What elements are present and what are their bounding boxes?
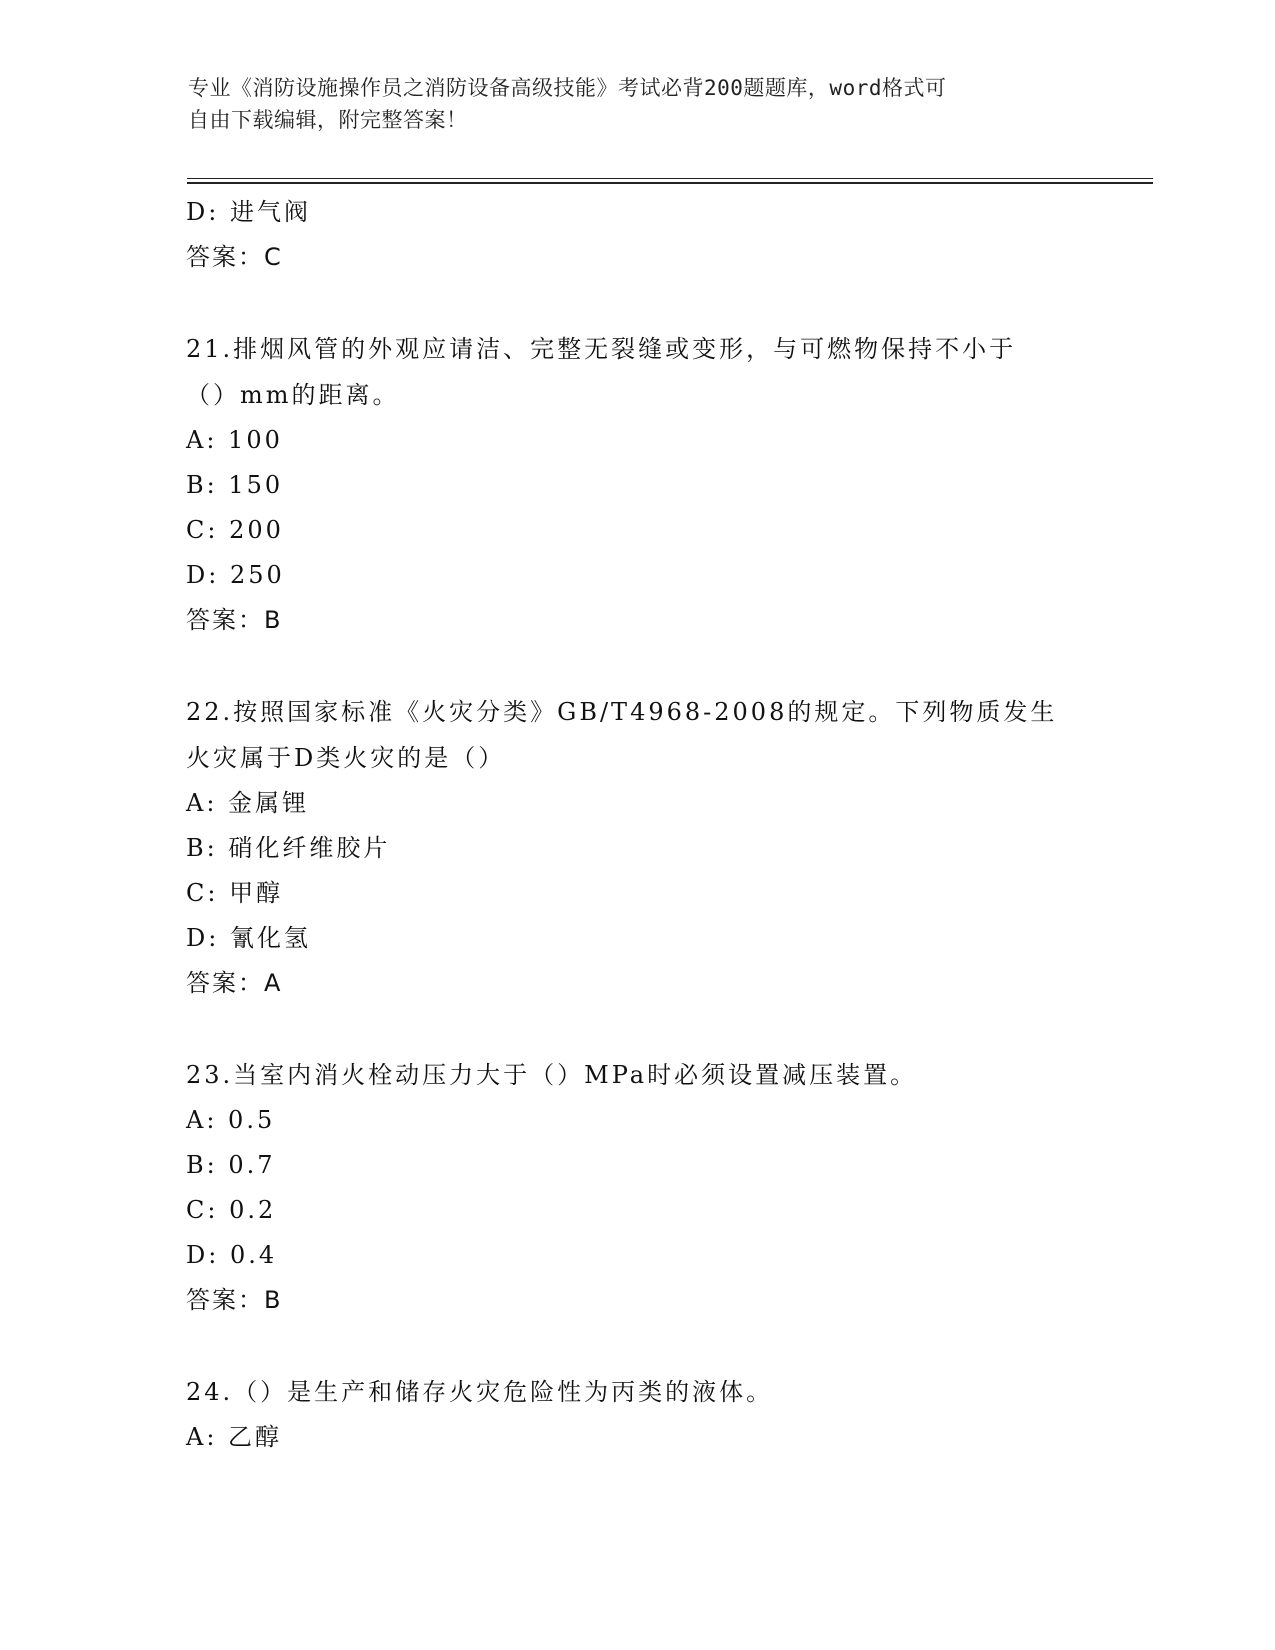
question-24-option-a: A: 乙醇 bbox=[186, 1423, 283, 1451]
question-23-option-c: C: 0.2 bbox=[186, 1196, 277, 1224]
question-22-answer: 答案：A bbox=[186, 969, 283, 997]
question-23-option-d: D: 0.4 bbox=[186, 1241, 278, 1269]
question-21-option-b: B: 150 bbox=[186, 471, 284, 499]
document-header bbox=[188, 72, 1088, 136]
header-rule-thin bbox=[187, 178, 1153, 179]
question-22-option-c: C: 甲醇 bbox=[186, 879, 284, 907]
question-23-stem-line-1: 23.当室内消火栓动压力大于（）MPa时必须设置减压装置。 bbox=[186, 1061, 918, 1089]
question-21-stem-line-1: 21.排烟风管的外观应请洁、完整无裂缝或变形，与可燃物保持不小于 bbox=[186, 335, 1017, 363]
question-21-option-a: A: 100 bbox=[186, 426, 283, 454]
question-21 bbox=[186, 326, 1086, 643]
question-22-stem-line-1: 22.按照国家标准《火灾分类》GB/T4968-2008的规定。下列物质发生 bbox=[186, 698, 1058, 726]
question-22-option-d: D: 氰化氢 bbox=[186, 924, 311, 952]
header-line-2: 自由下载编辑，附完整答案！ bbox=[188, 108, 468, 132]
header-rule-thick bbox=[187, 182, 1153, 184]
question-23-option-a: A: 0.5 bbox=[186, 1106, 276, 1134]
header-line-1: 专业《消防设施操作员之消防设备高级技能》考试必背200题题库，word格式可 bbox=[188, 76, 947, 100]
question-22-stem-line-2: 火灾属于D类火灾的是（） bbox=[186, 744, 506, 772]
question-22-option-a: A: 金属锂 bbox=[186, 789, 310, 817]
question-21-option-d: D: 250 bbox=[186, 561, 285, 589]
prev-option-d: D: 进气阀 bbox=[186, 198, 311, 226]
question-list bbox=[186, 190, 1086, 1460]
question-23-option-b: B: 0.7 bbox=[186, 1151, 276, 1179]
question-21-answer: 答案：B bbox=[186, 606, 283, 634]
question-23 bbox=[186, 1052, 1086, 1323]
question-24 bbox=[186, 1369, 1086, 1460]
question-22 bbox=[186, 689, 1086, 1006]
question-22-option-b: B: 硝化纤维胶片 bbox=[186, 834, 391, 862]
question-23-answer: 答案：B bbox=[186, 1286, 283, 1314]
question-21-stem-line-2: （）mm的距离。 bbox=[186, 381, 400, 409]
prev-answer: 答案：C bbox=[186, 243, 283, 271]
question-21-option-c: C: 200 bbox=[186, 516, 284, 544]
question-24-stem-line-1: 24.（）是生产和储存火灾危险性为丙类的液体。 bbox=[186, 1378, 774, 1406]
